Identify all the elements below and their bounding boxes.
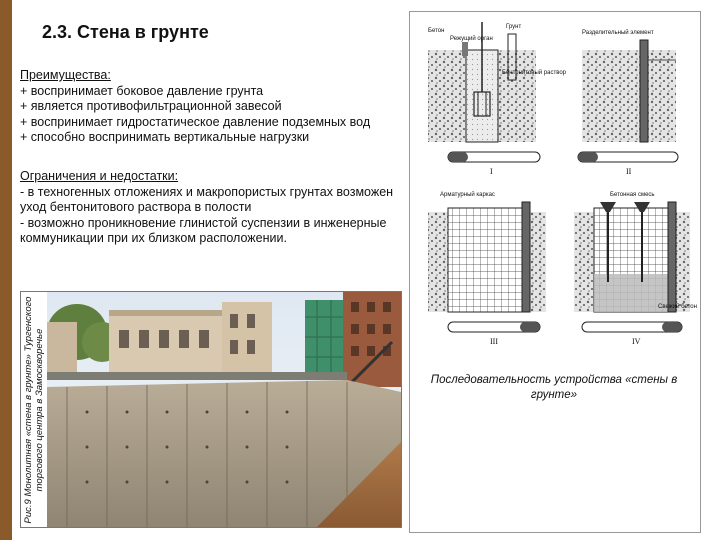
stage-label: II <box>626 167 632 176</box>
slurry-wall-diagram <box>410 12 700 352</box>
label-concrete-mix: Бетонная смесь <box>610 192 655 198</box>
stage-1-sketch <box>428 22 567 176</box>
photo-caption-line: Рис.9 Монолитная «стена в грунте» Тургенского <box>23 296 34 523</box>
stage-3-sketch <box>428 191 546 346</box>
label-fresh-concrete: Свежий бетон <box>658 304 697 310</box>
diagram-caption: Последовательность устройства «стены в грунте» <box>430 374 678 401</box>
advantage-item: + является противофильтрационной завесой <box>20 99 282 113</box>
stage-label: I <box>490 167 493 176</box>
stage-label: III <box>490 337 498 346</box>
label-rebar: Арматурный каркас <box>440 192 495 198</box>
label-cutter: Режущий орган <box>450 36 493 42</box>
label-ground: Грунт <box>506 24 522 30</box>
stage-label: IV <box>632 337 641 346</box>
construction-site-photo <box>47 292 401 527</box>
stage-2-sketch <box>578 29 678 176</box>
label-beton: Бетон <box>428 28 445 34</box>
advantage-item: + способно воспринимать вертикальные нагрузки <box>20 130 310 144</box>
advantage-item: + воспринимает боковое давление грунта <box>20 83 264 98</box>
page-title: 2.3. Стена в грунте <box>42 22 209 42</box>
limitations-heading: Ограничения и недостатки: <box>20 169 179 183</box>
accent-bar <box>0 0 12 540</box>
limitation-item: - в техногенных отложениях и макропористых грунтах возможен уход бентонитового раствора в полости <box>20 184 394 214</box>
slurry-wall-diagram-frame <box>409 11 701 533</box>
photo-caption <box>21 292 47 527</box>
advantage-item: + воспринимает гидростатическое давление подземных вод <box>20 114 371 129</box>
label-separator: Разделительный элемент <box>582 30 654 36</box>
limitations-block <box>20 169 400 247</box>
stage-4-sketch <box>574 192 697 346</box>
limitation-item: - возможно проникновение глинистой суспензии в инженерные коммуникации при их близком расположении. <box>20 215 387 245</box>
label-bentonite: Бентонитовый раствор <box>502 70 567 76</box>
photo-caption-line: торгового центра в Замоскворечье <box>34 328 45 491</box>
construction-photo-frame <box>20 291 402 528</box>
advantages-block <box>20 68 400 146</box>
advantages-heading: Преимущества: <box>20 68 111 82</box>
